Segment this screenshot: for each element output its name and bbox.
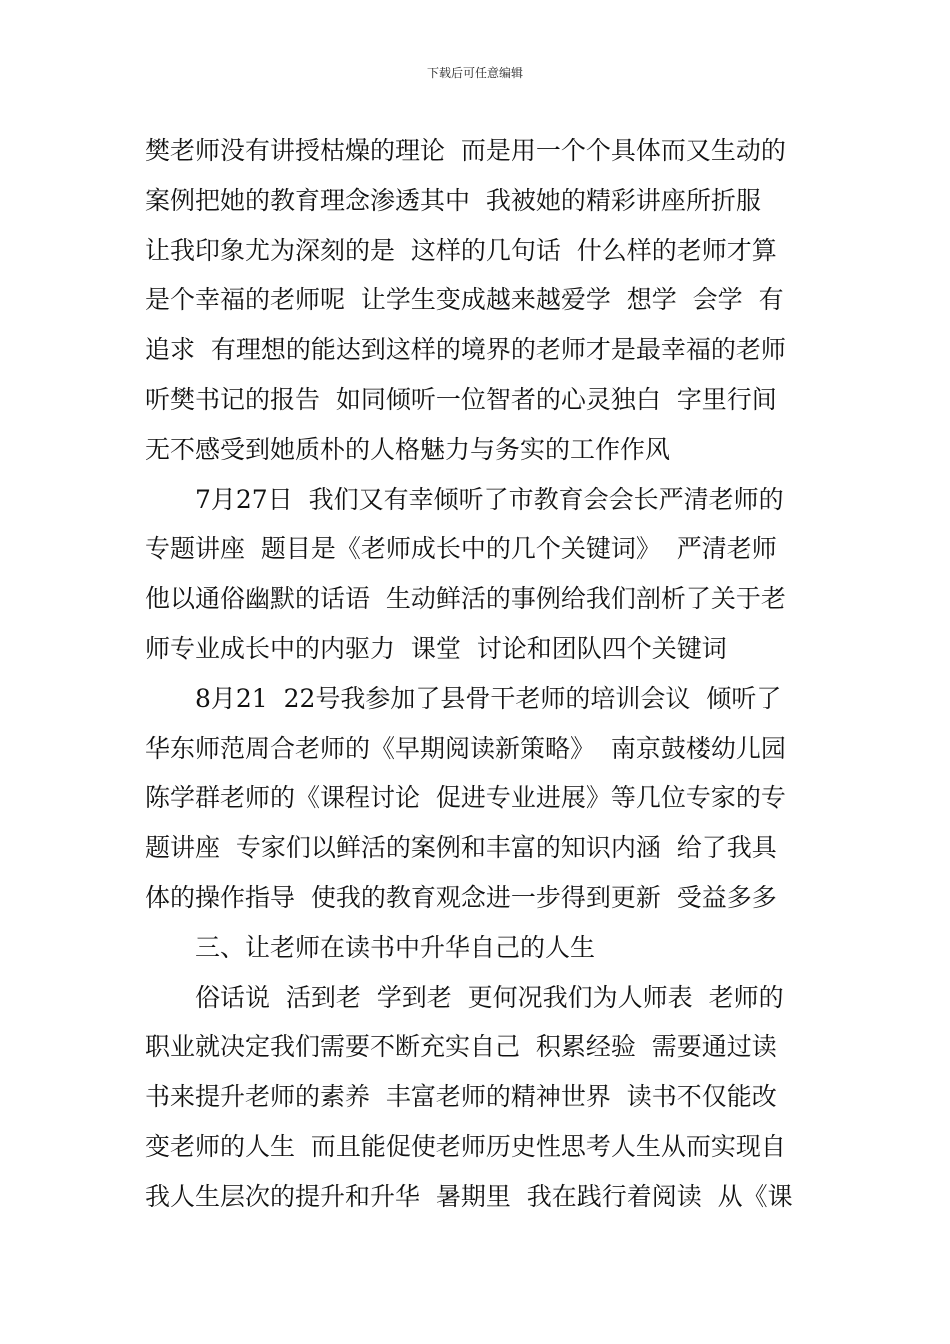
- text-line: 我人生层次的提升和升华 暑期里 我在践行着阅读 从《课: [145, 1181, 793, 1211]
- text-line: 让我印象尤为深刻的是 这样的几句话 什么样的老师才算: [145, 235, 777, 265]
- page-header: 下载后可任意编辑: [426, 66, 523, 80]
- text-line: 题讲座 专家们以鲜活的案例和丰富的知识内涵 给了我具: [145, 833, 777, 863]
- text-line: 变老师的人生 而且能促使老师历史性思考人生从而实现自: [145, 1131, 786, 1161]
- text-line: 陈学群老师的《课程讨论 促进专业进展》等几位专家的专: [145, 783, 786, 813]
- text-line: 案例把她的教育理念渗透其中 我被她的精彩讲座所折服: [145, 185, 761, 215]
- text-line: 他以通俗幽默的话语 生动鲜活的事例给我们剖析了关于老: [145, 584, 786, 614]
- document-body: [145, 126, 810, 1222]
- paragraph-start-line: 7月27日 我们又有幸倾听了市教育会会长严清老师的: [195, 484, 784, 514]
- text-line: 书来提升老师的素养 丰富老师的精神世界 读书不仅能改: [145, 1082, 777, 1112]
- text-line: 体的操作指导 使我的教育观念进一步得到更新 受益多多: [145, 882, 777, 912]
- text-line: 专题讲座 题目是《老师成长中的几个关键词》 严清老师: [145, 534, 777, 564]
- text-line: 樊老师没有讲授枯燥的理论 而是用一个个具体而又生动的: [145, 136, 786, 165]
- text-line: 追求 有理想的能达到这样的境界的老师才是最幸福的老师: [145, 335, 786, 365]
- text-line: 听樊书记的报告 如同倾听一位智者的心灵独白 字里行间: [145, 384, 777, 414]
- section-heading: 三、让老师在读书中升华自己的人生: [195, 932, 596, 962]
- paragraph-start-line: 8月21 22号我参加了县骨干老师的培训会议 倾听了: [195, 683, 782, 713]
- text-line: 无不感受到她质朴的人格魅力与务实的工作作风: [145, 434, 671, 464]
- text-line: 是个幸福的老师呢 让学生变成越来越爱学 想学 会学 有: [145, 285, 784, 315]
- paragraph-start-line: 俗话说 活到老 学到老 更何况我们为人师表 老师的: [195, 982, 784, 1012]
- text-line: 职业就决定我们需要不断充实自己 积累经验 需要通过读: [145, 1032, 777, 1062]
- text-line: 师专业成长中的内驱力 课堂 讨论和团队四个关键词: [145, 633, 727, 663]
- text-line: 华东师范周合老师的《早期阅读新策略》 南京鼓楼幼儿园: [145, 733, 786, 763]
